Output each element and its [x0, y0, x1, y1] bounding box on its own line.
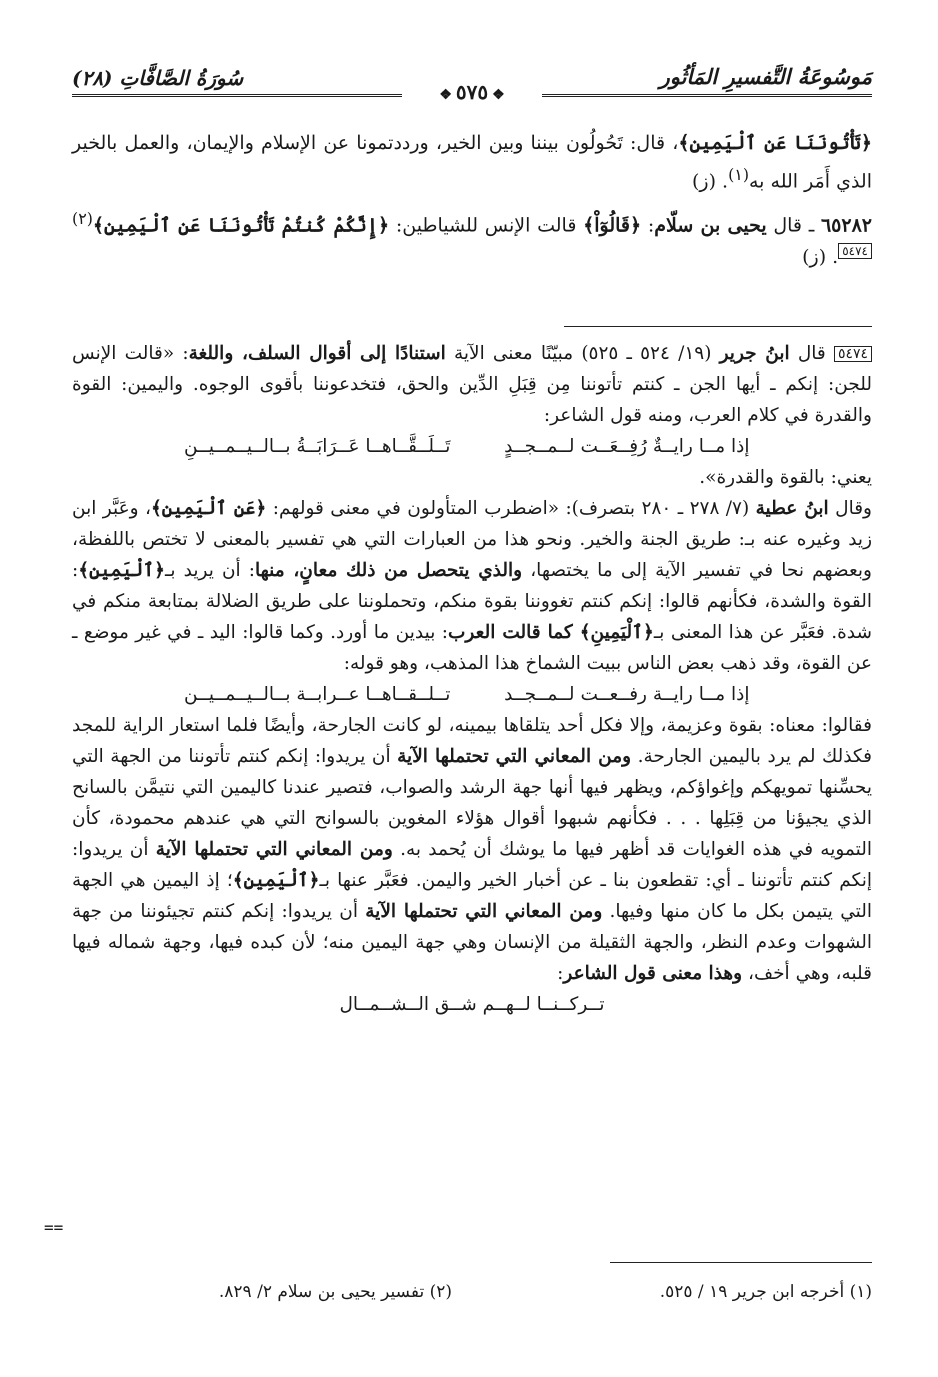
bold-text: والذي يتحصل من ذلك معانٍ، منها [255, 560, 523, 581]
paragraph-1 [72, 128, 872, 197]
footnote-marker[interactable]: (١) [728, 165, 749, 184]
continuation-mark: == [44, 1218, 64, 1237]
text: . (ز) [802, 245, 839, 268]
text: : أن يريد بـ [164, 560, 256, 581]
text: : بيدين ما أورد. وكما قالوا: اليد ـ في غير موضع ـ عن القوة، وقد ذهب بعض الناس ببيت الشماخ هذا المذهب، وهو قوله: [72, 622, 872, 674]
header-rule-right [542, 94, 872, 97]
bold-text: ومن المعاني التي تحتملها الآية [365, 901, 603, 922]
note-reference: ٥٤٧٤ [834, 346, 872, 362]
scholar-name: ابنُ عطية [755, 498, 829, 519]
text: وقال [828, 498, 872, 519]
text: ؛ إذ اليمين هي الجهة التي يتيمن بكل ما كان منها وفيها. [72, 870, 872, 922]
page-number-value: ٥٧٥ [455, 80, 489, 104]
poetry-verse [72, 431, 872, 462]
text: ، وعَبَّر ابن زيد وغيره عنه بـ: طريق الجنة والخير. ونحو هذا من العبارات التي هي تفسير بالمعنى لا تختص باللفظة، وبعضهم نحا في تفسير الآية إلى ما يختصها، [72, 498, 872, 581]
commentary-note [72, 338, 872, 1020]
verse-hemistich: تــركــنــا لــهــم شــق الــشــمــال [339, 994, 605, 1015]
hadith-number: ٦٥٢٨٢ [820, 214, 872, 237]
separator-rule [564, 326, 872, 327]
quran-quote: ﴿عَنِ ٱلْيَمِينِ﴾ [150, 498, 267, 519]
text: : «قالت الإنس للجن: إنكم ـ أيها الجن ـ كنتم تأتوننا مِن قِبَلِ الدِّين والحق، فتخدعوننا بأقوى الوجوه. واليمين: القوة والقدرة في كلام العرب، ومنه قول الشاعر: [72, 343, 872, 426]
text: فقالوا: معناه: بقوة وعزيمة، وإلا فكل أحد يتلقاها بيمينه، لو كانت الجارحة، وأيضًا فلما استعار الراية للمجد فكذلك لم يرد باليمين الجارحة. [72, 715, 872, 767]
ornament-icon: ❖ [492, 87, 505, 103]
verse-hemistich: تــلــقــاهــا عــرابــة بــالــيــمــيــن [183, 684, 451, 705]
poetry-verse [72, 679, 872, 710]
bold-text: ومن المعاني التي تحتملها الآية [397, 746, 632, 767]
text: أن يريدوا: إنكم كنتم تأتوننا من الجهة التي يحسِّنها تمويهكم وإغواؤكم، ويظهر فيها أنها جهة الرشد والصواب، فتصير عندنا كاليمين التي نتيمَّن بالسانح الذي يجيؤنا من قِبَلِها . . . فكأنهم شبهوا أقوال هؤلاء المغوين بالسوانح التي هي عندهم محمودة، كأن التمويه في هذه الغوايات قد أظهر فيها ما يوشك أن يُحمد به. [72, 746, 872, 860]
verse-hemistich: إذا مــا رايــةٌ رُفِــعَــت لــمــجــدٍ [504, 436, 750, 457]
note-paragraph-4 [72, 710, 872, 989]
poetry-verse [72, 989, 872, 1020]
paragraph-2 [72, 203, 872, 272]
book-title: مَوسُوعَةُ التَّفسيرِ المَأثُور [659, 64, 872, 89]
main-text [72, 128, 872, 273]
quran-quote: ﴿ٱلْيَمِينِ﴾ [78, 560, 165, 581]
text: (٧/ ٢٧٨ ـ ٢٨٠ بتصرف): «اضطرب المتأولون في معنى قولهم: [266, 498, 756, 519]
footnote-1: (١) أخرجه ابن جرير ١٩ / ٥٢٥. [659, 1282, 872, 1302]
text: أن يريدوا: إنكم كنتم تجيئوننا من جهة الشهوات وعدم النظر، والجهة الثقيلة من الإنسان وهي جهة اليمين منه؛ لأن كبده فيها، وجهة شماله فيها قلبه، وهي أخف، [72, 901, 872, 984]
text: ، قال: تَحُولُون بيننا وبين الخير، ورددتمونا عن الإسلام والإيمان، والعمل بالخير الذي أَمَر الله به [72, 132, 872, 193]
text: أن يريدوا: إنكم كنتم تأتوننا ـ أي: تقطعون بنا ـ عن أخبار الخير واليمن. فعَبَّر عنها بـ [72, 839, 873, 891]
scholar-name: ابنُ جرير [719, 343, 790, 364]
footnote-2: (٢) تفسير يحيى بن سلام ٢/ ٨٢٩. [218, 1282, 452, 1302]
quran-quote: ﴿ٱلْيَمِينِ﴾ [579, 622, 654, 643]
note-paragraph-1 [72, 338, 872, 431]
text: ـ قال [766, 214, 821, 237]
narrator-name: يحيى بن سلّام [654, 214, 767, 237]
quran-quote: ﴿ٱلْيَمِينِ﴾ [232, 870, 320, 891]
note-paragraph-3 [72, 493, 872, 679]
page-number [429, 80, 514, 104]
note-paragraph-2: يعني: بالقوة والقدرة». [699, 467, 872, 488]
bold-text: وهذا معنى قول الشاعر [563, 963, 743, 984]
bold-text: استنادًا إلى أقوال السلف، واللغة [188, 343, 446, 364]
text: قال [789, 343, 834, 364]
quran-quote: ﴿إِنَّكُمْ كُنتُمْ تَأْتُونَنَا عَنِ ٱلْيَمِينِ﴾ [92, 214, 390, 237]
bold-text: كما قالت العرب [448, 622, 580, 643]
header-rule-left [72, 94, 402, 97]
text: (١٩/ ٥٢٤ ـ ٥٢٥) مبيّنًا معنى الآية [445, 343, 720, 364]
bold-text: ومن المعاني التي تحتملها الآية [155, 839, 393, 860]
page-header [72, 62, 872, 102]
text: : [641, 214, 655, 237]
note-reference[interactable]: ٥٤٧٤ [838, 243, 872, 259]
surah-name: سُورَةُ الصَّافَّاتِ (٢٨) [72, 66, 244, 90]
text: . (ز) [692, 170, 729, 193]
verse-hemistich: تَــلَــقَّــاهــا عَــرَابَــةُ بــالــيــمــيــنِ [183, 436, 451, 457]
text: : [557, 963, 564, 984]
footnote-marker[interactable]: (٢) [72, 209, 93, 229]
quran-quote: ﴿تَأْتُونَنَا عَنِ ٱلْيَمِينِ﴾ [678, 132, 872, 154]
quran-quote: ﴿قَالُوٓاْ﴾ [583, 214, 642, 237]
ornament-icon: ❖ [439, 87, 452, 103]
footnote-rule [610, 1262, 872, 1263]
verse-hemistich: إذا مــا رايــة رفــعــت لــمــجــد [504, 684, 750, 705]
text: : القوة والشدة، فكأنهم قالوا: إنكم كنتم تغووننا بقوة منكم، وتحملوننا على طريق الضلالة بمتابعة منكم في شدة. فعَبَّر عن هذا المعنى بـ [72, 560, 872, 643]
text: قالت الإنس للشياطين: [389, 214, 584, 237]
